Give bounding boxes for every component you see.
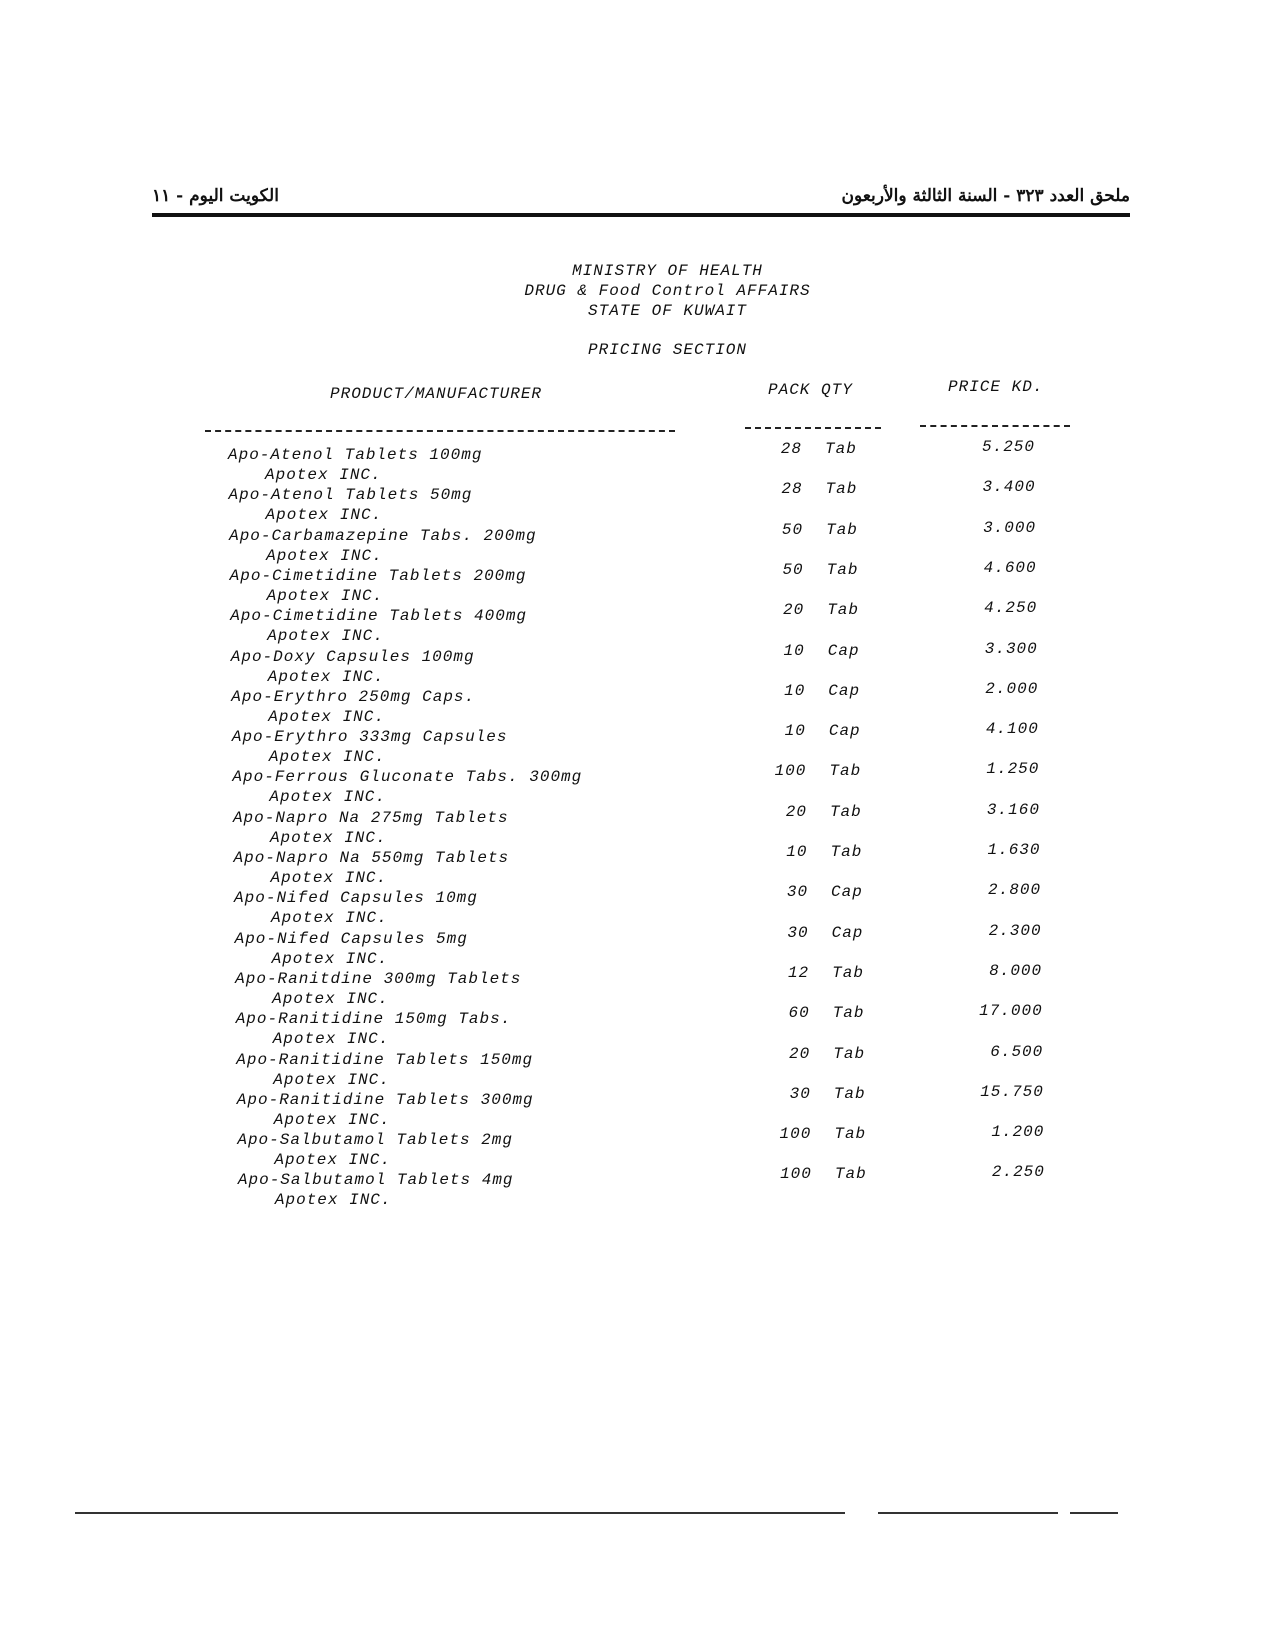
pack-qty: 20: [785, 802, 807, 821]
table-row: [0, 438, 1275, 487]
title-section: PRICING SECTION: [587, 341, 748, 359]
product-name: Apo-Ranitidine Tablets 300mg: [236, 1090, 534, 1109]
pack-qty: 10: [786, 843, 808, 861]
product-name: Apo-Salbutamol Tablets 2mg: [237, 1131, 513, 1150]
table-row: [0, 1042, 1275, 1092]
price-kd: 3.400: [982, 478, 1036, 497]
price-kd: 8.000: [989, 961, 1043, 980]
header-issue-label: ملحق العدد ٣٢٣ - السنة الثالثة والأربعون: [841, 186, 1130, 206]
pack-qty: 10: [784, 722, 806, 741]
pack-unit: Tab: [827, 601, 859, 620]
product-name: Apo-Erythro 333mg Capsules: [231, 728, 508, 747]
manufacturer-name: Apotex INC.: [272, 1030, 390, 1049]
pack-unit: Cap: [827, 641, 860, 660]
footer-rule: [1070, 1512, 1118, 1514]
product-name: Apo-Carbamazepine Tabs. 200mg: [229, 526, 537, 545]
table-row: [0, 1082, 1275, 1132]
product-name: Apo-Erythro 250mg Caps.: [231, 687, 476, 706]
manufacturer-name: Apotex INC.: [268, 748, 386, 767]
table-row: [0, 558, 1275, 608]
product-name: Apo-Cimetidine Tablets 400mg: [230, 607, 528, 626]
pack-unit: Tab: [832, 963, 864, 982]
title-ministry: MINISTRY OF HEALTH: [572, 262, 763, 280]
manufacturer-name: Apotex INC.: [266, 586, 384, 605]
product-name: Apo-Cimetidine Tablets 200mg: [229, 566, 527, 585]
title-department: DRUG & Food Control AFFAIRS: [524, 282, 811, 300]
pack-unit: Tab: [826, 520, 858, 539]
product-name: Apo-Atenol Tablets 50mg: [228, 486, 473, 505]
pack-unit: Tab: [825, 480, 858, 499]
header-page-label: الكويت اليوم - ١١: [152, 186, 279, 206]
manufacturer-name: Apotex INC.: [273, 1070, 390, 1089]
column-header-product: PRODUCT/MANUFACTURER: [330, 385, 543, 403]
price-kd: 2.300: [988, 921, 1042, 940]
table-row: [0, 639, 1275, 689]
price-kd: 4.100: [985, 720, 1039, 739]
footer-rule: [878, 1512, 1058, 1514]
column-header-pack-qty: PACK QTY: [768, 381, 853, 399]
product-name: Apo-Ranitdine 300mg Tablets: [235, 969, 522, 988]
pack-unit: Tab: [825, 440, 857, 458]
pack-qty: 100: [780, 1165, 812, 1184]
manufacturer-name: Apotex INC.: [271, 949, 389, 968]
pack-qty: 100: [779, 1125, 812, 1144]
pack-qty: 100: [774, 762, 807, 781]
pack-qty: 50: [781, 520, 804, 539]
table-row: [0, 841, 1275, 890]
manufacturer-name: Apotex INC.: [271, 909, 388, 928]
table-row: [0, 599, 1275, 648]
pack-unit: Tab: [833, 1084, 866, 1103]
pack-unit: Tab: [829, 802, 862, 821]
column-header-price: PRICE KD.: [948, 378, 1044, 396]
pack-qty: 30: [786, 883, 809, 902]
manufacturer-name: Apotex INC.: [267, 667, 385, 686]
pack-unit: Tab: [832, 1004, 865, 1023]
pack-unit: Tab: [834, 1125, 867, 1144]
pack-unit: Tab: [829, 762, 862, 781]
pack-qty: 60: [788, 1004, 810, 1023]
product-name: Apo-Atenol Tablets 100mg: [228, 446, 483, 464]
table-row: [0, 1002, 1275, 1051]
pack-qty: 12: [787, 963, 810, 982]
pack-unit: Cap: [828, 722, 861, 741]
table-row: [0, 518, 1275, 568]
pack-qty: 30: [787, 923, 809, 942]
manufacturer-name: Apotex INC.: [267, 627, 384, 646]
pack-qty: 50: [782, 560, 804, 579]
table-row: [0, 800, 1275, 850]
manufacturer-name: Apotex INC.: [273, 1110, 391, 1129]
pack-unit: Cap: [831, 923, 864, 942]
pack-unit: Cap: [828, 681, 861, 700]
pack-qty: 30: [789, 1084, 811, 1103]
price-kd: 2.800: [988, 881, 1042, 900]
product-name: Apo-Napro Na 550mg Tablets: [233, 849, 510, 867]
manufacturer-name: Apotex INC.: [265, 506, 383, 525]
product-name: Apo-Napro Na 275mg Tablets: [232, 808, 509, 827]
table-row: [0, 921, 1275, 971]
pack-unit: Tab: [830, 843, 863, 861]
pack-qty: 28: [781, 480, 803, 499]
pack-unit: Tab: [833, 1044, 866, 1063]
price-kd: 2.000: [985, 679, 1039, 698]
table-row: [0, 1123, 1275, 1172]
pack-unit: Tab: [826, 560, 859, 579]
manufacturer-name: Apotex INC.: [274, 1151, 391, 1170]
price-kd: 3.300: [984, 639, 1038, 658]
price-kd: 15.750: [980, 1082, 1044, 1101]
manufacturer-name: Apotex INC.: [268, 707, 385, 726]
manufacturer-name: Apotex INC.: [270, 869, 388, 887]
manufacturer-name: Apotex INC.: [265, 466, 382, 484]
pack-unit: Cap: [831, 883, 863, 902]
price-kd: 5.250: [981, 438, 1035, 456]
title-state: STATE OF KUWAIT: [587, 302, 748, 320]
table-row: [0, 679, 1275, 729]
price-kd: 4.600: [983, 558, 1037, 577]
pack-qty: 28: [780, 440, 802, 458]
manufacturer-name: Apotex INC.: [269, 828, 387, 847]
table-row: [0, 720, 1275, 769]
table-row: [0, 478, 1275, 527]
product-name: Apo-Doxy Capsules 100mg: [230, 647, 475, 666]
price-kd: 17.000: [979, 1002, 1043, 1021]
manufacturer-name: Apotex INC.: [274, 1191, 392, 1210]
pack-qty: 20: [782, 601, 805, 620]
product-name: Apo-Ranitidine 150mg Tabs.: [235, 1010, 512, 1029]
product-name: Apo-Nifed Capsules 10mg: [234, 889, 478, 908]
table-row: [0, 881, 1275, 930]
price-kd: 3.000: [983, 518, 1037, 537]
product-name: Apo-Salbutamol Tablets 4mg: [237, 1171, 514, 1190]
table-row: [0, 760, 1275, 809]
product-name: Apo-Ranitidine Tablets 150mg: [236, 1050, 534, 1069]
price-kd: 1.200: [991, 1123, 1045, 1142]
footer-rule: [75, 1512, 845, 1514]
table-row: [0, 961, 1275, 1011]
pack-unit: Tab: [834, 1165, 867, 1184]
product-name: Apo-Nifed Capsules 5mg: [234, 929, 468, 948]
price-kd: 4.250: [984, 599, 1038, 618]
manufacturer-name: Apotex INC.: [266, 546, 383, 565]
price-kd: 6.500: [990, 1042, 1044, 1061]
pack-qty: 20: [789, 1044, 811, 1063]
pack-qty: 10: [783, 641, 805, 660]
pack-qty: 10: [784, 681, 806, 700]
price-kd: 1.250: [986, 760, 1040, 779]
table-row: [0, 1163, 1275, 1212]
manufacturer-name: Apotex INC.: [269, 788, 387, 807]
manufacturer-name: Apotex INC.: [272, 989, 389, 1008]
price-kd: 2.250: [991, 1163, 1045, 1182]
product-name: Apo-Ferrous Gluconate Tabs. 300mg: [232, 768, 583, 787]
price-kd: 1.630: [987, 841, 1041, 859]
price-kd: 3.160: [986, 800, 1040, 819]
